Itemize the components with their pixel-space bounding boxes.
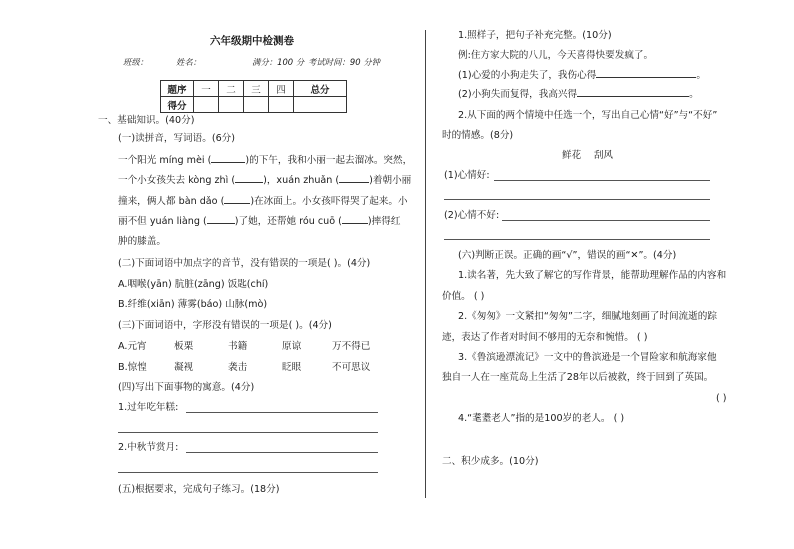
- answer-line[interactable]: [186, 452, 378, 453]
- answer-line[interactable]: [502, 220, 710, 221]
- score-cell[interactable]: [269, 97, 294, 113]
- score-table-header: 总分: [294, 81, 347, 97]
- judgement-2-line-2[interactable]: 迹，表达了作者对时间不够用的无奈和惋惜。 ( ): [442, 332, 648, 343]
- score-cell[interactable]: [194, 97, 219, 113]
- judgement-3-line-2: 独自一人在一座荒岛上生活了28年以后被救，终于回到了英国。: [442, 372, 714, 383]
- score-table-header: 一: [194, 81, 219, 97]
- judgement-3-answer[interactable]: ( ): [716, 393, 727, 404]
- meaning-item-2-label: 2.中秋节赏月:: [118, 442, 179, 453]
- passage-line-2: 一个小女孩失去 kòng zhì ( )，xuán zhuǎn ( )着朝小丽: [118, 175, 412, 186]
- class-label: 班级：: [123, 57, 149, 67]
- exercise-1b: (2)小狗失而复得，我高兴得 。: [458, 89, 699, 100]
- answer-blank[interactable]: [342, 223, 368, 224]
- answer-line[interactable]: [118, 432, 378, 433]
- score-table-header: 三: [244, 81, 269, 97]
- passage-line-5: 肿的膝盖。: [118, 236, 166, 247]
- column-divider: [425, 30, 426, 498]
- choice-2b[interactable]: B.纤维(xiān) 薄雾(báo) 山脉(mò): [118, 299, 268, 310]
- question-1-5-heading: (五)根据要求，完成句子练习。(18分): [118, 484, 280, 495]
- answer-line[interactable]: [186, 412, 378, 413]
- question-1-2-heading: (二)下面词语中加点字的音节，没有错误的一项是( )。(4分): [118, 258, 371, 269]
- exercise-1-heading: 1.照样子，把句子补充完整。(10分): [458, 30, 612, 41]
- question-1-1-heading: (一)读拼音，写词语。(6分): [118, 133, 236, 144]
- judgement-1-line-1: 1.读名著，先大致了解它的写作背景，能帮助理解作品的内容和: [458, 270, 727, 281]
- exam-time-label: 考试时间：90 分钟: [308, 57, 380, 67]
- score-table-header-row: [161, 81, 347, 97]
- choice-2a[interactable]: A.咽喉(yān) 肮脏(zāng) 饭匙(chí): [118, 279, 269, 290]
- answer-line[interactable]: [118, 472, 378, 473]
- score-table-header: 题序: [161, 81, 194, 97]
- answer-blank[interactable]: [596, 77, 696, 78]
- mood-bad-label: (2)心情不好:: [444, 210, 500, 221]
- total-score-label: 满分：100 分: [252, 57, 305, 67]
- judgement-1-line-2[interactable]: 价值。 ( ): [442, 291, 485, 302]
- score-cell[interactable]: [219, 97, 244, 113]
- judgement-4[interactable]: 4.“耄耋老人”指的是100岁的老人。 ( ): [458, 413, 625, 424]
- passage-line-4: 丽不但 yuán liàng ( )了她，还帮她 róu cuō ( )摔得红: [118, 216, 401, 227]
- score-table-header: 二: [219, 81, 244, 97]
- passage-line-3: 撞来，俩人都 bàn dǎo ( )在冰面上。小女孩吓得哭了起来。小: [118, 196, 408, 207]
- exercise-1-example: 例:住方家大院的八儿，今天喜得快要发疯了。: [458, 50, 654, 61]
- answer-blank[interactable]: [207, 223, 235, 224]
- exercise-2-heading-line-1: 2.从下面的两个情境中任选一个，写出自己心情“好”与“不好”: [458, 110, 718, 121]
- judgement-2-line-1: 2.《匆匆》一文紧扣“匆匆”二字，细腻地刻画了时间流逝的踪: [458, 311, 717, 322]
- score-table-header: 四: [269, 81, 294, 97]
- name-label: 姓名：: [176, 57, 202, 67]
- exercise-2-options: 鲜花 刮风: [562, 150, 614, 161]
- score-table-score-row: [161, 97, 347, 113]
- section-2-heading: 二、积少成多。(10分): [442, 456, 539, 467]
- question-1-4-heading: (四)写出下面事物的寓意。(4分): [118, 382, 255, 393]
- exercise-2-heading-line-2: 时的情感。(8分): [442, 130, 514, 141]
- meaning-item-1-label: 1.过年吃年糕:: [118, 402, 179, 413]
- question-1-3-heading: (三)下面词语中，字形没有错误的一项是( )。(4分): [118, 320, 332, 331]
- score-table: [160, 80, 347, 113]
- score-row-label: 得分: [161, 97, 194, 113]
- answer-line[interactable]: [494, 180, 710, 181]
- score-cell[interactable]: [294, 97, 347, 113]
- judgement-3-line-1: 3.《鲁滨逊漂流记》一文中的鲁滨逊是一个冒险家和航海家他: [458, 352, 717, 363]
- answer-blank[interactable]: [339, 182, 369, 183]
- exercise-1a: (1)心爱的小狗走失了，我伤心得 。: [458, 70, 706, 81]
- choice-3a[interactable]: A.元宵 板栗 书籍 原谅 万不得已: [118, 341, 371, 352]
- choice-3b[interactable]: B.惊惶 凝视 袭击 眨眼 不可思议: [118, 362, 371, 373]
- passage-line-1: 一个阳光 míng mèi ( )的下午，我和小丽一起去溜冰。突然，: [118, 155, 413, 166]
- answer-blank[interactable]: [211, 162, 245, 163]
- section-6-heading: (六)判断正误。正确的画“√”，错误的画“✕”。(4分): [458, 250, 677, 261]
- answer-line[interactable]: [444, 199, 710, 200]
- section-1-heading: 一、基础知识。(40分): [98, 115, 195, 126]
- page-title: 六年级期中检测卷: [210, 35, 294, 47]
- answer-line[interactable]: [444, 239, 710, 240]
- answer-blank[interactable]: [235, 182, 263, 183]
- answer-blank[interactable]: [224, 203, 250, 204]
- mood-good-label: (1)心情好:: [444, 170, 490, 181]
- answer-blank[interactable]: [577, 96, 689, 97]
- score-cell[interactable]: [244, 97, 269, 113]
